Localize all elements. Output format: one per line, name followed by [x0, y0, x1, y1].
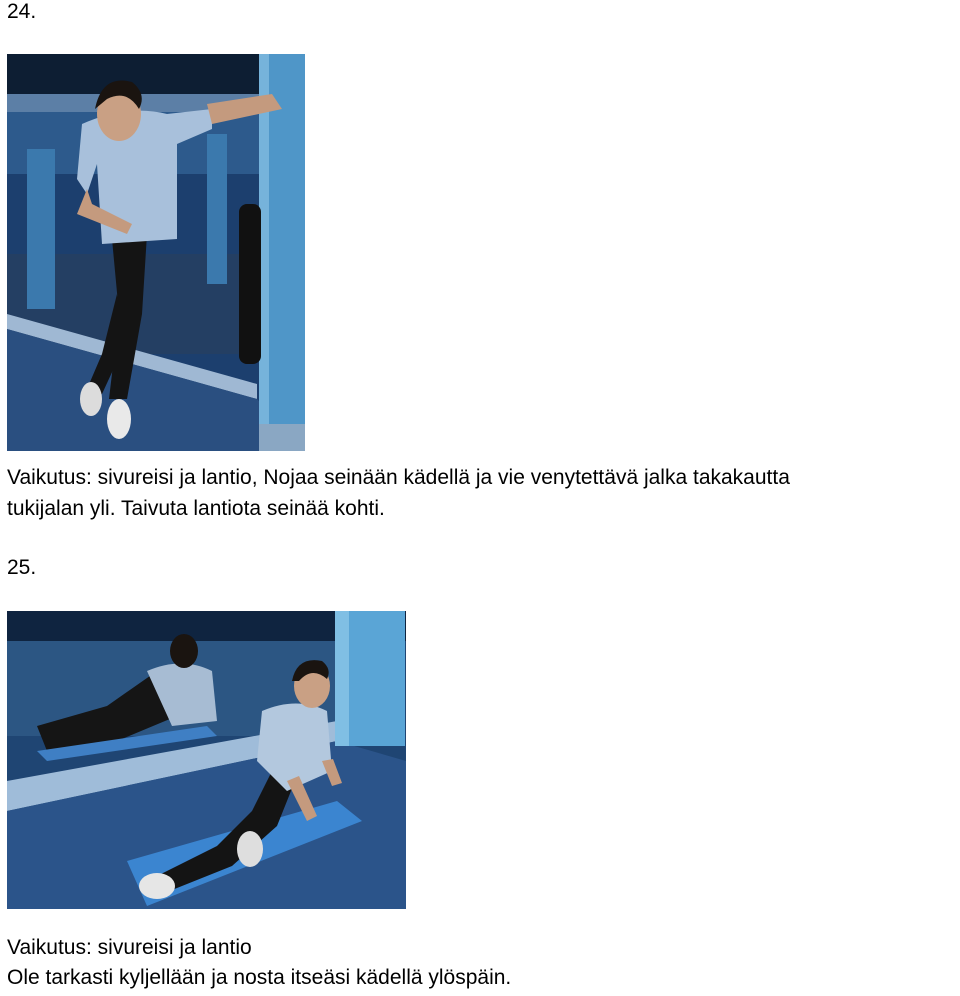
exercise-25-description-line-1: Vaikutus: sivureisi ja lantio: [7, 936, 252, 959]
exercise-number-24: 24.: [7, 0, 37, 23]
exercise-photo-24: [7, 54, 305, 451]
exercise-24-description-line-1: Vaikutus: sivureisi ja lantio, Nojaa seinään kädellä ja vie venytettävä jalka takakautta: [7, 466, 790, 489]
exercise-25-description-line-2: Ole tarkasti kyljellään ja nosta itseäsi kädellä ylöspäin.: [7, 966, 512, 989]
exercise-photo-25: [7, 611, 406, 909]
exercise-number-25: 25.: [7, 556, 37, 579]
exercise-24-description-line-2: tukijalan yli. Taivuta lantiota seinää kohti.: [7, 497, 385, 520]
